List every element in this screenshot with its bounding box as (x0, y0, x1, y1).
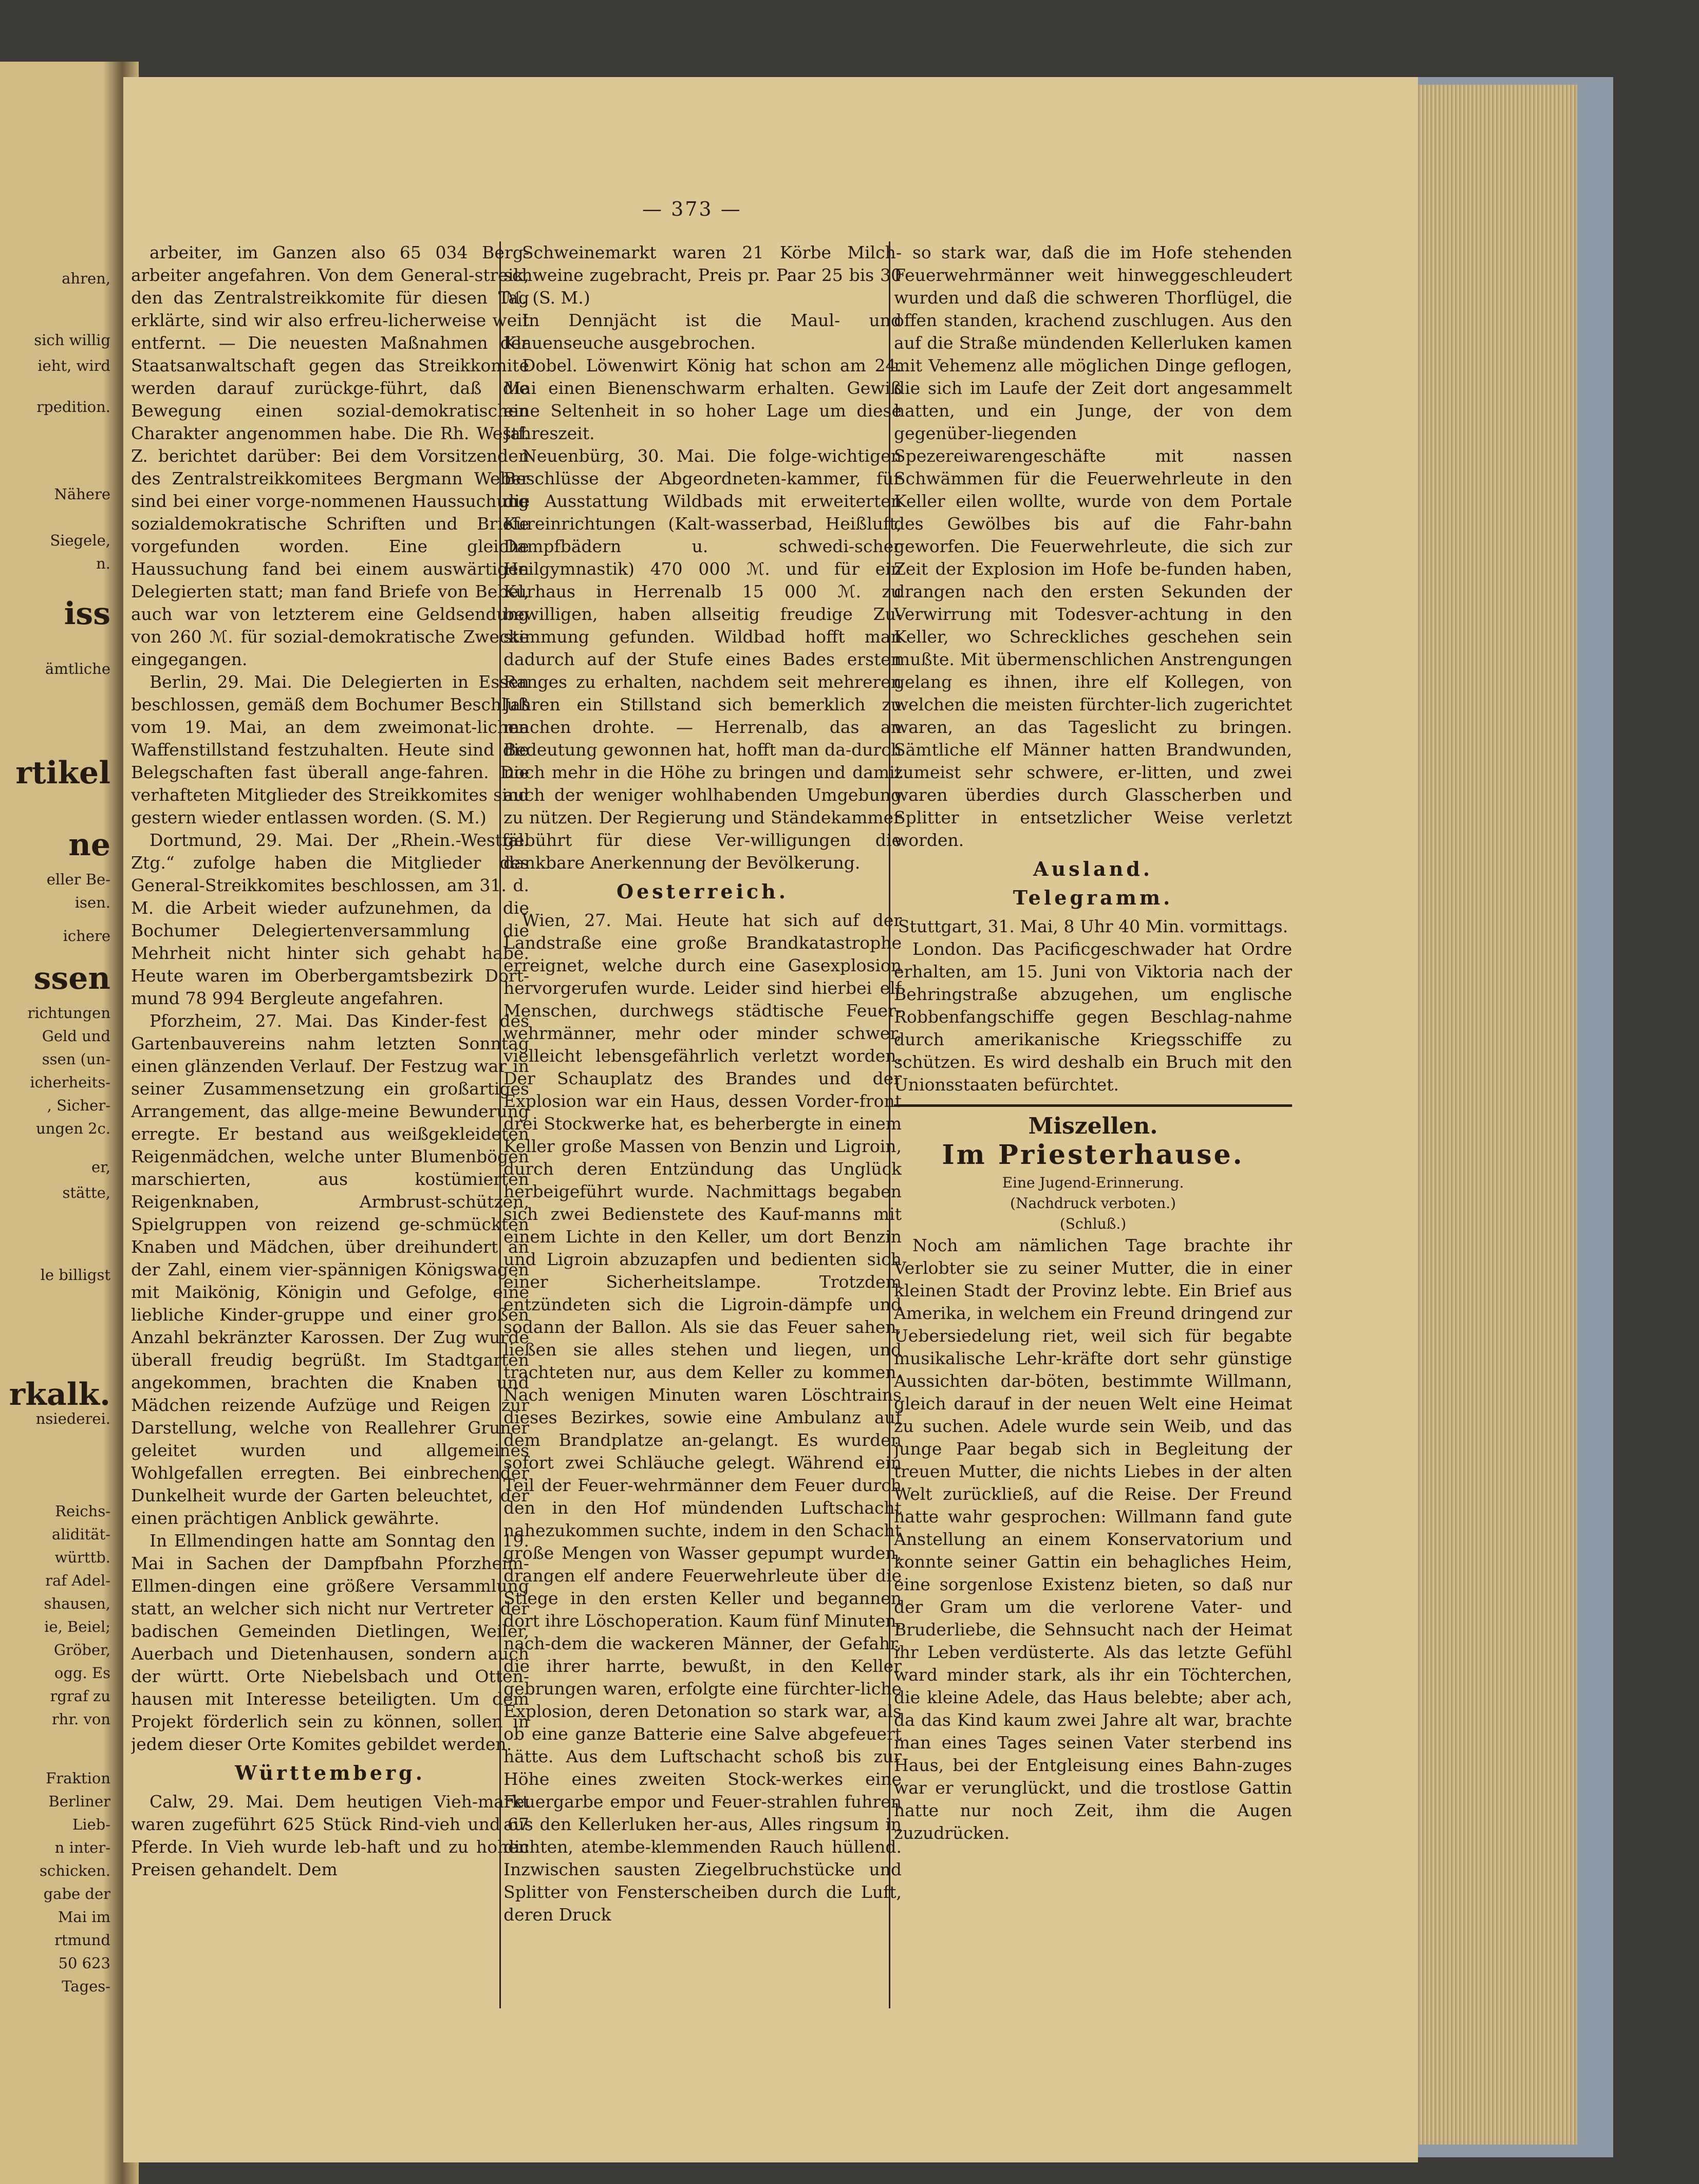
left-page-fragment: Mai im (58, 1908, 110, 1926)
left-page-fragment: nsiederei. (35, 1410, 110, 1427)
left-page-fragment: , Sicher- (47, 1097, 110, 1114)
left-page-fragment: sich willig (34, 331, 110, 349)
left-page-fragment: rhr. von (51, 1710, 110, 1728)
left-page-fragment: rkalk. (9, 1377, 110, 1413)
story-subtitle: Eine Jugend-Erinnerung. (1002, 1174, 1184, 1191)
left-page-fragment: iss (64, 596, 110, 632)
left-page-fragment: er, (91, 1158, 110, 1176)
left-page-fragment: Reichs- (55, 1502, 110, 1520)
story-title: Im Priesterhause. (942, 1139, 1244, 1171)
section-heading-ausland: Ausland. (1033, 857, 1153, 880)
left-page-fragment: n inter- (54, 1839, 110, 1856)
left-page-fragment: n. (96, 555, 110, 572)
column-3 (894, 241, 1292, 2008)
left-page-fragment: ahren, (62, 270, 110, 287)
paragraph: Berlin, 29. Mai. Die Delegierten in Essen beschlossen, gemäß dem Bochumer Beschluß vom 19. Mai, an dem zweimonat-lichen Waffenstillstand festzuhalten. Heute sind die Belegschaften fast überall ange-fahren. Die verhafteten Mitglieder des Streikkomites sind gestern wieder entlassen worden. (S. M.) (131, 672, 529, 827)
paragraph: Dortmund, 29. Mai. Der „Rhein.-Westfäl. Ztg.“ zufolge haben die Mitglieder des General-Streikkomites beschlossen, am 31. d. M. die Arbeit wieder aufzunehmen, da die Bochumer Delegiertenversammlung die Mehrheit nicht hinter sich gehabt habe. Heute waren im Oberbergamtsbezirk Dort-mund 78 994 Bergleute angefahren. (131, 830, 529, 1008)
paragraph: Wien, 27. Mai. Heute hat sich auf der Landstraße eine große Brandkatastrophe erreignet, welche durch eine Gasexplosion hervorgerufen wurde. Leider sind hierbei elf Menschen, durchwegs städtische Feuer-wehrmänner, mehr oder minder schwer, vielleicht lebensgefährlich verletzt worden. Der Schauplatz des Brandes und der Explosion war ein Haus, dessen Vorder-front drei Stockwerke hat, es beherbergte in einem Keller große Massen von Benzin und Ligroin, durch deren Entzündung das Unglück herbeigeführt wurde. Nachmittags begaben sich zwei Bedienstete des Kauf-manns mit einem Lichte in den Keller, um dort Benzin und Ligroin abzuzapfen und bedienten sich einer Sicherheitslampe. Trotzdem entzündeten sich die Ligroin-dämpfe und sodann der Ballon. Als sie das Feuer sahen, ließen sie alles stehen und liegen, und trachteten nur, aus dem Keller zu kommen. Nach wenigen Minuten waren Löschtrains dieses Bezirkes, sowie eine Ambulanz auf dem Brandplatze an-gelangt. Es wurden sofort zwei Schläuche gelegt. Während ein Teil der Feuer-wehrmänner dem Feuer durch den in den Hof mündenden Luftschacht nahezukommen suchte, indem in den Schacht große Mengen von Wasser gepumpt wurden, drangen elf andere Feuerwehrleute über die Stiege in den ersten Keller und begannen dort ihre Löschoperation. Kaum fünf Minuten, nach-dem die wackeren Männer, der Gefahr, die ihrer harrte, bewußt, in den Keller gebrungen waren, erfolgte eine fürchter-liche Explosion, deren Detonation so stark war, als ob eine ganze Batterie eine Salve abgefeuert hätte. Aus dem Luftschacht schoß bis zur Höhe eines zweiten Stock-werkes eine Feuergarbe empor und Feuer-strahlen fuhren aus den Kellerluken her-aus, Alles ringsum in dichten, atembe-klemmenden Rauch hüllend. Inzwischen sausten Ziegelbruchstücke und Splitter von Fensterscheiben durch die Luft, deren Druck (503, 910, 902, 1925)
left-page-fragment: Siegele, (50, 532, 110, 549)
left-page-fragment: stätte, (62, 1184, 110, 1201)
left-page-fragment: Geld und (42, 1027, 110, 1045)
left-page-fragment: 50 623 (58, 1954, 110, 1972)
left-page-fragment: ie, Beiel; (44, 1618, 110, 1635)
telegram-heading: Telegramm. (1013, 886, 1173, 909)
left-page-fragment: ämtliche (45, 660, 110, 677)
left-page-fragment: schicken. (40, 1862, 110, 1879)
paragraph: Noch am nämlichen Tage brachte ihr Verlobter sie zu seiner Mutter, die in einer kleinen Stadt der Provinz lebte. Ein Brief aus Amerika, in welchem ein Freund dringend zur Uebersiedelung riet, weil sich für begabte musikalische Lehr-kräfte dort sehr günstige Aussichten dar-böten, bestimmte Willmann, gleich darauf in der neuen Welt eine Heimat zu suchen. Adele wurde sein Weib, und das junge Paar begab sich in Begleitung der treuen Mutter, die nichts Liebes in der alten Welt zurückließ, auf die Reise. Der Freund hatte wahr gesprochen: Willmann fand gute Anstellung an einem Konservatorium und konnte seiner Gattin ein behagliches Heim, eine sorgenlose Existenz bieten, so daß nur der Gram um die verlorene Vater- und Bruderliebe, die Sehnsucht nach der Heimat ihr Leben verdüsterte. Als das letzte Gefühl ward minder stark, als ihr ein Töchterchen, die kleine Adele, das Haus belebte; aber ach, da das Kind kaum zwei Jahre alt war, brachte man eines Tages seinen Vater sterbend ins Haus, bei der Entgleisung eines Bahn-zuges war er verunglückt, und die trostlose Gattin hatte nur noch Zeit, ihm die Augen zuzudrücken. (894, 1235, 1292, 1843)
paragraph: Schweinemarkt waren 21 Körbe Milch-schweine zugebracht, Preis pr. Paar 25 bis 30 ℳ. (S. M.) (503, 242, 902, 308)
left-page-fragment: ieht, wird (38, 357, 110, 374)
left-page-fragment: Gröber, (53, 1641, 110, 1659)
left-page-fragment: ssen (un- (42, 1050, 110, 1068)
left-page-fragment: icherheits- (30, 1074, 110, 1091)
left-page-fragment: rgraf zu (50, 1687, 110, 1705)
miszellen-heading: Miszellen. (1028, 1113, 1158, 1139)
section-rule (894, 1104, 1292, 1107)
paragraph: London. Das Pacificgeschwader hat Ordre erhalten, am 15. Juni von Viktoria nach der Behringstraße abzugehen, um englische Robbenfangschiffe gegen Beschlag-nahme durch amerikanische Kriegsschiffe zu schützen. Es wird deshalb ein Bruch mit den Unionsstaaten befürchtet. (894, 939, 1292, 1095)
left-page-fragment: isen. (74, 894, 110, 911)
reprint-notice: (Nachdruck verboten.) (1010, 1195, 1176, 1212)
left-page-fragment: ssen (33, 961, 110, 996)
left-page-fragment: raf Adel- (45, 1572, 110, 1589)
left-page-fragment: Lieb- (72, 1816, 110, 1833)
left-page-fragment: ungen 2c. (36, 1120, 110, 1137)
left-page-fragment: le billigst (40, 1266, 110, 1284)
paragraph: Pforzheim, 27. Mai. Das Kinder-fest des Gartenbauvereins nahm letzten Sonntag einen glänzenden Verlauf. Der Festzug war in seiner Zusammensetzung ein großartiges Arrangement, das allge-meine Bewunderung erregte. Er bestand aus weißgekleideten Reigenmädchen, welche unter Blumenbögen marschierten, aus kostümierten Reigenknaben, Armbrust-schützen, Spielgruppen von reizend ge-schmückten Knaben und Mädchen, über dreihundert an der Zahl, einem vier-spännigen Königswagen mit Maikönig, Königin und Gefolge, eine liebliche Kinder-gruppe und einer großen Anzahl bekränzter Karossen. Der Zug wurde überall freudig begrüßt. Im Stadtgarten angekommen, brachten die Knaben und Mädchen reizende Aufzüge und Reigen zur Darstellung, welche von Reallehrer Gruner geleitet wurden und allgemeines Wohlgefallen erregten. Bei einbrechender Dunkelheit wurde der Garten beleuchtet, der einen prächtigen Anblick gewährte. (131, 1011, 529, 1528)
paragraph: Neuenbürg, 30. Mai. Die folge-wichtigen Beschlüsse der Abgeordneten-kammer, für die Ausstattung Wildbads mit erweiterten Kureinrichtungen (Kalt-wasserbad, Heißluft, Dampfbädern u. schwedi-scher Heilgymnastik) 470 000 ℳ. und für ein Kurhaus in Herrenalb 15 000 ℳ. zu bewilligen, haben allseitig freudige Zu-stimmung gefunden. Wildbad hofft man dadurch auf der Stufe eines Bades ersten Ranges zu erhalten, nachdem seit mehreren Jahren ein Stillstand sich bemerklich zu machen drohte. — Herrenalb, das an Bedeutung gewonnen hat, hofft man da-durch noch mehr in die Höhe zu bringen und damit auch der weniger wohlhabenden Umgebung zu nützen. Der Regierung und Ständekammer gebührt für diese Ver-willigungen die dankbare Anerkennung der Bevölkerung. (503, 446, 902, 873)
paragraph: Calw, 29. Mai. Dem heutigen Vieh-markt waren zugeführt 625 Stück Rind-vieh und 67 Pferde. In Vieh wurde leb-haft und zu hohen Preisen gehandelt. Dem (131, 1792, 529, 1879)
left-page-fragment: rtikel (15, 755, 110, 791)
left-page-fragment: Nähere (54, 485, 110, 503)
conclusion-note: (Schluß.) (1059, 1215, 1127, 1232)
left-page-fragment: eller Be- (46, 871, 110, 888)
section-heading-oesterreich: Oesterreich. (616, 880, 789, 903)
column-1 (131, 241, 529, 2008)
left-page-fragment: rtmund (54, 1931, 110, 1949)
page-edges (1408, 85, 1577, 2144)
paragraph: arbeiter, im Ganzen also 65 034 Berg-arbeiter angefahren. Von dem General-streik, den das Zentralstreikkomite für diesen Tag erklärte, sind wir also erfreu-licherweise weit entfernt. — Die neuesten Maßnahmen der Staatsanwaltschaft gegen das Streikkomite werden darauf zurückge-führt, daß die Bewegung einen sozial-demokratischen Charakter angenommen habe. Die Rh. Westf. Z. berichtet darüber: Bei dem Vorsitzenden des Zentralstreikkomitees Bergmann Weber sind bei einer vorge-nommenen Haussuchung sozialdemokratische Schriften und Briefe vorgefunden worden. Eine gleiche Haussuchung fand bei einem auswärtigen Delegierten statt; man fand Briefe von Bebel, auch war von letzterem eine Geldsendung von 260 ℳ. für sozial-demokratische Zwecke eingegangen. (131, 242, 529, 669)
section-heading-wuerttemberg: Württemberg. (235, 1761, 425, 1784)
telegram-dateline: Stuttgart, 31. Mai, 8 Uhr 40 Min. vormittags. (898, 916, 1289, 936)
left-page-fragment: gabe der (43, 1885, 110, 1903)
left-page-fragment: ogg. Es (54, 1664, 110, 1682)
left-page-fragment: ne (68, 827, 110, 863)
left-page-fragment: Berliner (48, 1793, 110, 1810)
left-page-fragment: ichere (63, 927, 110, 945)
paragraph: In Dennjächt ist die Maul- und Klauenseuche ausgebrochen. (503, 310, 902, 353)
column-2 (503, 241, 902, 2008)
left-page-fragment: shausen, (44, 1595, 110, 1612)
paragraph: so stark war, daß die im Hofe stehenden Feuerwehrmänner weit hinweggeschleudert wurden und daß die schweren Thorflügel, die offen standen, krachend zuschlugen. Aus den auf die Straße mündenden Kellerluken kamen mit Vehemenz alle möglichen Dinge geflogen, die sich im Laufe der Zeit dort angesammelt hatten, und ein Junge, der von dem gegenüber-liegenden Spezereiwarengeschäfte mit nassen Schwämmen für die Feuerwehrleute in den Keller eilen wollte, wurde von dem Portale des Gewölbes bis auf die Fahr-bahn geworfen. Die Feuerwehrleute, die sich zur Zeit der Explosion im Hofe be-funden haben, drangen nach den ersten Sekunden der Verwirrung mit Todesver-achtung in den Keller, wo Schreckliches geschehen sein mußte. Mit übermenschlichen Anstrengungen gelang es ihnen, ihre elf Kollegen, von welchen die meisten fürchter-lich zugerichtet waren, an das Tageslicht zu bringen. Sämtliche elf Männer hatten Brandwunden, zumeist sehr schwere, er-litten, und zwei waren überdies durch Glasscherben und Splitter in entsetzlicher Weise verletzt worden. (894, 242, 1292, 850)
left-page-fragment: württb. (54, 1549, 110, 1566)
left-page-fragment: Fraktion (46, 1769, 110, 1787)
left-page-fragment: alidität- (51, 1526, 110, 1543)
paragraph: In Ellmendingen hatte am Sonntag den 19. Mai in Sachen der Dampfbahn Pforzheim-Ellmen-dingen eine größere Versammlung statt, an welcher sich nicht nur Vertreter der badischen Gemeinden Dietlingen, Weiler, Auerbach und Dietenhausen, sondern auch der württ. Orte Niebelsbach und Otten-hausen mit Interesse beteiligten. Um dem Projekt förderlich sein zu können, sollen in jedem dieser Orte Komites gebildet werden. (131, 1531, 529, 1754)
left-page-fragment: richtungen (27, 1004, 110, 1022)
paragraph: Dobel. Löwenwirt König hat schon am 24. Mai einen Bienenschwarm erhalten. Gewiß eine Seltenheit in so hoher Lage um diese Jahreszeit. (503, 355, 902, 443)
left-page-fragment: Tages- (62, 1978, 110, 1995)
left-page-fragment: rpedition. (36, 398, 110, 416)
page-number: — 373 — (642, 198, 742, 220)
